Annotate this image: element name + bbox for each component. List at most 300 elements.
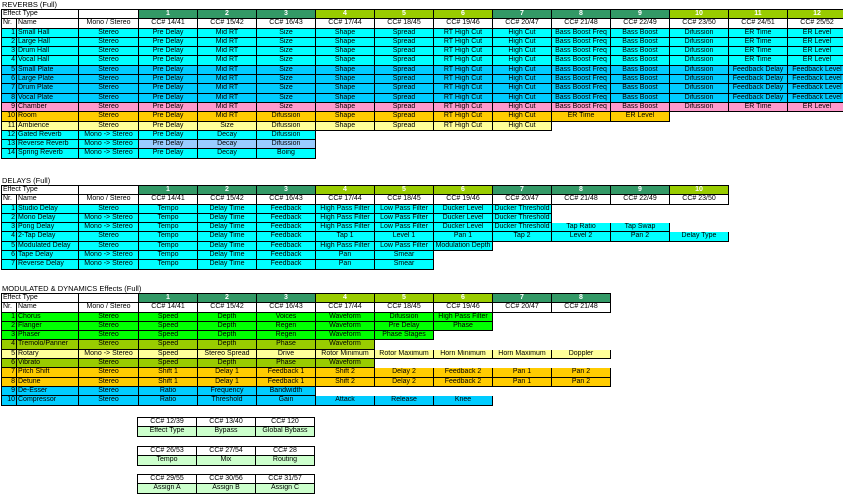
- table-row: [2, 251, 729, 260]
- parameter-cell: Pre Delay: [139, 56, 198, 65]
- parameter-cell: Delay Time: [198, 214, 257, 223]
- mono-stereo-value: Stereo: [79, 359, 139, 368]
- parameter-cell: Delay 1: [198, 378, 257, 387]
- parameter-cell: Pre Delay: [139, 103, 198, 112]
- table-row: [2, 103, 843, 112]
- effect-name: Phaser: [17, 331, 79, 340]
- effect-name: Rotary: [17, 350, 79, 359]
- mono-stereo-value: Stereo: [79, 94, 139, 103]
- parameter-cell: High Cut: [493, 122, 552, 131]
- name-column-header: Name: [17, 303, 79, 312]
- parameter-cell: Size: [257, 47, 316, 56]
- cc-function-row: [138, 427, 315, 436]
- cc-column-number: 4: [316, 294, 375, 303]
- table-row: [2, 387, 611, 396]
- effect-type-label: Effect Type: [2, 186, 79, 195]
- parameter-cell: Spread: [375, 29, 434, 38]
- parameter-cell: Decay: [198, 149, 257, 158]
- parameter-cell: Feedback 2: [434, 368, 493, 377]
- parameter-cell: Mid RT: [198, 56, 257, 65]
- parameter-cell: Difussion: [375, 313, 434, 322]
- parameter-cell: RT High Cut: [434, 94, 493, 103]
- parameter-cell: Bass Boost Freq: [552, 47, 611, 56]
- parameter-cell: Depth: [198, 322, 257, 331]
- row-number: 7: [2, 260, 17, 269]
- parameter-cell: Shape: [316, 122, 375, 131]
- parameter-cell: Difussion: [670, 94, 729, 103]
- parameter-cell: Pan 1: [434, 232, 493, 241]
- cc-number-header: CC# 22/49: [611, 195, 670, 204]
- parameter-cell: Smear: [375, 260, 434, 269]
- parameter-cell: Spread: [375, 38, 434, 47]
- table-row: [2, 378, 611, 387]
- mono-stereo-value: Mono -> Stereo: [79, 140, 139, 149]
- parameter-cell: Tempo: [139, 251, 198, 260]
- table-row: [2, 368, 611, 377]
- row-number: 7: [2, 368, 17, 377]
- cc-function-cell: Effect Type: [138, 427, 197, 436]
- parameter-cell: Phase: [257, 359, 316, 368]
- parameter-cell: High Cut: [493, 47, 552, 56]
- parameter-cell: ER Time: [729, 103, 788, 112]
- parameter-cell: Size: [257, 75, 316, 84]
- cc-column-number: 5: [375, 10, 434, 19]
- parameter-cell: Spread: [375, 112, 434, 121]
- parameter-cell: Ducker Level: [434, 205, 493, 214]
- parameter-cell: High Cut: [493, 94, 552, 103]
- cc-number-header: CC# 14/41: [139, 195, 198, 204]
- table-row: [2, 223, 729, 232]
- parameter-cell: Bandwidth: [257, 387, 316, 396]
- cc-column-number: 2: [198, 294, 257, 303]
- parameter-cell: Shape: [316, 112, 375, 121]
- mono-stereo-value: Stereo: [79, 340, 139, 349]
- effect-name: Room: [17, 112, 79, 121]
- cc-number-header: CC# 23/50: [670, 19, 729, 28]
- parameter-cell: Low Pass Filter: [375, 205, 434, 214]
- parameter-cell: Feedback: [257, 214, 316, 223]
- cc-column-number: 8: [552, 294, 611, 303]
- mono-stereo-value: Mono -> Stereo: [79, 149, 139, 158]
- parameter-cell: Shape: [316, 47, 375, 56]
- cc-number-header: CC# 17/44: [316, 195, 375, 204]
- cc-number-header: CC# 15/42: [198, 19, 257, 28]
- cc-function-cell: Bypass: [197, 427, 256, 436]
- parameter-cell: Threshold: [198, 396, 257, 405]
- modulated-dynamics-table-title: MODULATED & DYNAMICS Effects (Full): [2, 284, 142, 293]
- parameter-cell: RT High Cut: [434, 122, 493, 131]
- cc-column-number: 5: [375, 186, 434, 195]
- cc-number-header: CC# 14/41: [139, 303, 198, 312]
- cc-column-number: 7: [493, 186, 552, 195]
- parameter-cell: Waveform: [316, 340, 375, 349]
- name-column-header: Name: [17, 19, 79, 28]
- parameter-cell: Size: [198, 122, 257, 131]
- effect-name: Gated Reverb: [17, 131, 79, 140]
- row-number: 4: [2, 232, 17, 241]
- cc-column-number: 12: [788, 10, 843, 19]
- parameter-cell: Tempo: [139, 223, 198, 232]
- parameter-cell: Frequency: [198, 387, 257, 396]
- effect-name: Pong Delay: [17, 223, 79, 232]
- row-number: 1: [2, 29, 17, 38]
- effect-type-header-row: [2, 10, 843, 19]
- row-number: 4: [2, 56, 17, 65]
- cc-number-header: CC# 20/47: [493, 19, 552, 28]
- parameter-cell: Shape: [316, 56, 375, 65]
- cc-function-row: [138, 456, 315, 465]
- parameter-cell: ER Level: [611, 112, 670, 121]
- effect-name: Modulated Delay: [17, 242, 79, 251]
- cc-column-number: 5: [375, 294, 434, 303]
- global-cc-table-a: [137, 417, 315, 437]
- modulated-dynamics-table: [1, 293, 611, 406]
- blank-header-cell: [79, 10, 139, 19]
- parameter-cell: High Cut: [493, 75, 552, 84]
- row-number: 5: [2, 66, 17, 75]
- mono-stereo-column-header: Mono / Stereo: [79, 19, 139, 28]
- parameter-cell: Delay Time: [198, 205, 257, 214]
- cc-number-row: [138, 418, 315, 427]
- reverbs-table-section: [1, 0, 843, 159]
- parameter-cell: Mid RT: [198, 29, 257, 38]
- cc-function-cell: Routing: [256, 456, 315, 465]
- parameter-cell: High Cut: [493, 66, 552, 75]
- parameter-cell: Difussion: [257, 131, 316, 140]
- parameter-cell: Feedback Level: [788, 66, 843, 75]
- effect-name: Pitch Shift: [17, 368, 79, 377]
- parameter-cell: Doppler: [552, 350, 611, 359]
- parameter-cell: Pan 1: [493, 368, 552, 377]
- parameter-cell: Ducker Threshold: [493, 223, 552, 232]
- cc-number-header: CC# 18/45: [375, 195, 434, 204]
- effect-name: Compressor: [17, 396, 79, 405]
- cc-column-number: 1: [139, 10, 198, 19]
- parameter-cell: ER Time: [729, 47, 788, 56]
- table-row: [2, 340, 611, 349]
- parameter-cell: Smear: [375, 251, 434, 260]
- parameter-cell: Delay Time: [198, 251, 257, 260]
- mono-stereo-value: Mono -> Stereo: [79, 251, 139, 260]
- parameter-cell: Depth: [198, 359, 257, 368]
- cc-function-row: [138, 484, 315, 493]
- cc-function-cell: Mix: [197, 456, 256, 465]
- parameter-cell: Delay 2: [375, 378, 434, 387]
- parameter-cell: Pre Delay: [139, 38, 198, 47]
- parameter-cell: Pre Delay: [375, 322, 434, 331]
- mono-stereo-value: Mono -> Stereo: [79, 260, 139, 269]
- parameter-cell: Feedback 2: [434, 378, 493, 387]
- reverbs-table: [1, 9, 843, 159]
- cc-number-header: CC# 20/47: [493, 195, 552, 204]
- reverbs-table-title: REVERBS (Full): [2, 0, 58, 9]
- parameter-cell: Size: [257, 103, 316, 112]
- parameter-cell: Feedback: [257, 205, 316, 214]
- cc-column-number: 1: [139, 186, 198, 195]
- cc-number-header: CC# 19/46: [434, 195, 493, 204]
- table-row: [2, 47, 843, 56]
- parameter-cell: Shape: [316, 29, 375, 38]
- mono-stereo-value: Stereo: [79, 103, 139, 112]
- parameter-cell: High Pass Filter: [316, 205, 375, 214]
- parameter-cell: Difussion: [670, 66, 729, 75]
- parameter-cell: High Pass Filter: [316, 223, 375, 232]
- parameter-cell: Shift 1: [139, 378, 198, 387]
- parameter-cell: ER Level: [788, 38, 843, 47]
- parameter-cell: Stereo Spread: [198, 350, 257, 359]
- cc-number-header: CC# 14/41: [139, 19, 198, 28]
- cc-function-cell: Assign B: [197, 484, 256, 493]
- table-row: [2, 322, 611, 331]
- parameter-cell: Ratio: [139, 387, 198, 396]
- parameter-cell: Feedback Level: [788, 75, 843, 84]
- parameter-cell: Knee: [434, 396, 493, 405]
- row-number: 5: [2, 350, 17, 359]
- parameter-cell: Tempo: [139, 232, 198, 241]
- cc-number-header: CC# 16/43: [257, 195, 316, 204]
- cc-number-cell: CC# 27/54: [197, 447, 256, 456]
- column-header-row: [2, 195, 729, 204]
- name-column-header: Name: [17, 195, 79, 204]
- row-number: 6: [2, 359, 17, 368]
- cc-number-header: CC# 21/48: [552, 195, 611, 204]
- modulated-dynamics-table-section: [1, 284, 611, 406]
- parameter-cell: Bass Boost: [611, 56, 670, 65]
- parameter-cell: Mid RT: [198, 38, 257, 47]
- parameter-cell: Bass Boost: [611, 66, 670, 75]
- table-row: [2, 140, 843, 149]
- parameter-cell: ER Time: [729, 38, 788, 47]
- table-row: [2, 313, 611, 322]
- cc-number-header: CC# 16/43: [257, 19, 316, 28]
- mono-stereo-value: Mono -> Stereo: [79, 350, 139, 359]
- parameter-cell: High Cut: [493, 112, 552, 121]
- parameter-cell: Tap 1: [316, 232, 375, 241]
- mono-stereo-value: Stereo: [79, 232, 139, 241]
- mono-stereo-column-header: Mono / Stereo: [79, 303, 139, 312]
- parameter-cell: Shape: [316, 38, 375, 47]
- mono-stereo-value: Stereo: [79, 396, 139, 405]
- table-row: [2, 66, 843, 75]
- cc-number-cell: CC# 13/40: [197, 418, 256, 427]
- cc-column-number: 1: [139, 294, 198, 303]
- parameter-cell: RT High Cut: [434, 56, 493, 65]
- parameter-cell: Difussion: [670, 29, 729, 38]
- mono-stereo-value: Stereo: [79, 84, 139, 93]
- parameter-cell: Bass Boost: [611, 38, 670, 47]
- parameter-cell: High Cut: [493, 84, 552, 93]
- parameter-cell: Bass Boost: [611, 29, 670, 38]
- mono-stereo-value: Stereo: [79, 387, 139, 396]
- parameter-cell: Spread: [375, 66, 434, 75]
- cc-function-cell: Global Bybass: [256, 427, 315, 436]
- mono-stereo-value: Stereo: [79, 378, 139, 387]
- nr-column-header: Nr.: [2, 195, 17, 204]
- mono-stereo-value: Stereo: [79, 242, 139, 251]
- parameter-cell: Phase: [434, 322, 493, 331]
- delays-table: [1, 185, 729, 270]
- cc-function-cell: Tempo: [138, 456, 197, 465]
- effect-name: Mono Delay: [17, 214, 79, 223]
- parameter-cell: Size: [257, 56, 316, 65]
- parameter-cell: Feedback 1: [257, 378, 316, 387]
- parameter-cell: Pan 2: [611, 232, 670, 241]
- parameter-cell: Low Pass Filter: [375, 223, 434, 232]
- parameter-cell: ER Time: [729, 56, 788, 65]
- blank-header-cell: [79, 294, 139, 303]
- effect-name: Ambience: [17, 122, 79, 131]
- mono-stereo-value: Stereo: [79, 313, 139, 322]
- parameter-cell: Delay 2: [375, 368, 434, 377]
- parameter-cell: Feedback Delay: [729, 84, 788, 93]
- parameter-cell: Pre Delay: [139, 122, 198, 131]
- global-cc-table-c: [137, 474, 315, 494]
- cc-column-number: 8: [552, 186, 611, 195]
- parameter-cell: Mid RT: [198, 66, 257, 75]
- parameter-cell: Bass Boost Freq: [552, 38, 611, 47]
- parameter-cell: RT High Cut: [434, 66, 493, 75]
- parameter-cell: Pre Delay: [139, 66, 198, 75]
- table-row: [2, 350, 611, 359]
- cc-number-header: CC# 21/48: [552, 19, 611, 28]
- effect-name: Drum Plate: [17, 84, 79, 93]
- row-number: 8: [2, 378, 17, 387]
- column-header-row: [2, 303, 611, 312]
- effect-name: Vocal Hall: [17, 56, 79, 65]
- parameter-cell: Size: [257, 29, 316, 38]
- mono-stereo-value: Stereo: [79, 29, 139, 38]
- parameter-cell: Difussion: [670, 56, 729, 65]
- parameter-cell: Rotor Maximum: [375, 350, 434, 359]
- effect-name: Reverse Delay: [17, 260, 79, 269]
- parameter-cell: Bass Boost: [611, 75, 670, 84]
- parameter-cell: Horn Maximum: [493, 350, 552, 359]
- cc-number-header: CC# 18/45: [375, 19, 434, 28]
- parameter-cell: Bass Boost Freq: [552, 94, 611, 103]
- parameter-cell: Ducker Level: [434, 214, 493, 223]
- parameter-cell: Spread: [375, 122, 434, 131]
- mono-stereo-value: Mono -> Stereo: [79, 214, 139, 223]
- cc-number-header: CC# 17/44: [316, 19, 375, 28]
- parameter-cell: Bass Boost Freq: [552, 56, 611, 65]
- parameter-cell: Depth: [198, 313, 257, 322]
- parameter-cell: Mid RT: [198, 94, 257, 103]
- parameter-cell: Bass Boost Freq: [552, 84, 611, 93]
- parameter-cell: Delay Time: [198, 232, 257, 241]
- parameter-cell: Depth: [198, 340, 257, 349]
- parameter-cell: Level 2: [552, 232, 611, 241]
- mono-stereo-value: Stereo: [79, 66, 139, 75]
- cc-function-cell: Assign C: [256, 484, 315, 493]
- global-cc-grid-c: [137, 474, 315, 494]
- parameter-cell: Spread: [375, 94, 434, 103]
- parameter-cell: Ducker Threshold: [493, 205, 552, 214]
- parameter-cell: RT High Cut: [434, 75, 493, 84]
- parameter-cell: Pan 2: [552, 378, 611, 387]
- row-number: 7: [2, 84, 17, 93]
- mono-stereo-value: Stereo: [79, 75, 139, 84]
- cc-number-row: [138, 475, 315, 484]
- parameter-cell: Pre Delay: [139, 47, 198, 56]
- cc-number-cell: CC# 120: [256, 418, 315, 427]
- row-number: 2: [2, 214, 17, 223]
- parameter-cell: Speed: [139, 340, 198, 349]
- parameter-cell: ER Level: [788, 47, 843, 56]
- parameter-cell: Gain: [257, 396, 316, 405]
- mono-stereo-value: Stereo: [79, 38, 139, 47]
- effect-name: Tape Delay: [17, 251, 79, 260]
- cc-number-cell: CC# 31/57: [256, 475, 315, 484]
- parameter-cell: Attack: [316, 396, 375, 405]
- cc-column-number: 7: [493, 10, 552, 19]
- parameter-cell: Difussion: [670, 103, 729, 112]
- global-cc-grid-a: [137, 417, 315, 437]
- effect-name: Small Hall: [17, 29, 79, 38]
- cc-column-number: 3: [257, 294, 316, 303]
- parameter-cell: Size: [257, 84, 316, 93]
- parameter-cell: High Cut: [493, 38, 552, 47]
- table-row: [2, 396, 611, 405]
- cc-function-cell: Assign A: [138, 484, 197, 493]
- parameter-cell: Ducker Threshold: [493, 214, 552, 223]
- parameter-cell: Ducker Level: [434, 223, 493, 232]
- cc-number-header: CC# 20/47: [493, 303, 552, 312]
- parameter-cell: Feedback Delay: [729, 75, 788, 84]
- parameter-cell: Feedback Level: [788, 94, 843, 103]
- parameter-cell: Waveform: [316, 313, 375, 322]
- cc-number-row: [138, 447, 315, 456]
- parameter-cell: Pre Delay: [139, 131, 198, 140]
- parameter-cell: Feedback Level: [788, 84, 843, 93]
- parameter-cell: Phase: [257, 340, 316, 349]
- cc-number-header: CC# 22/49: [611, 19, 670, 28]
- mono-stereo-value: Stereo: [79, 112, 139, 121]
- parameter-cell: High Cut: [493, 56, 552, 65]
- mono-stereo-value: Stereo: [79, 47, 139, 56]
- parameter-cell: Pan 2: [552, 368, 611, 377]
- cc-column-number: 2: [198, 10, 257, 19]
- parameter-cell: Regen: [257, 322, 316, 331]
- cc-column-number: 6: [434, 294, 493, 303]
- parameter-cell: Rotor Minimum: [316, 350, 375, 359]
- parameter-cell: Voices: [257, 313, 316, 322]
- row-number: 11: [2, 122, 17, 131]
- row-number: 4: [2, 340, 17, 349]
- cc-number-header: CC# 18/45: [375, 303, 434, 312]
- parameter-cell: Difussion: [257, 112, 316, 121]
- parameter-cell: Boing: [257, 149, 316, 158]
- parameter-cell: Feedback Delay: [729, 66, 788, 75]
- mono-stereo-column-header: Mono / Stereo: [79, 195, 139, 204]
- parameter-cell: Shift 2: [316, 368, 375, 377]
- mono-stereo-value: Stereo: [79, 322, 139, 331]
- row-number: 12: [2, 131, 17, 140]
- table-row: [2, 331, 611, 340]
- row-number: 10: [2, 112, 17, 121]
- row-number: 14: [2, 149, 17, 158]
- parameter-cell: Bass Boost Freq: [552, 75, 611, 84]
- parameter-cell: Speed: [139, 331, 198, 340]
- parameter-cell: Release: [375, 396, 434, 405]
- parameter-cell: Spread: [375, 47, 434, 56]
- row-number: 2: [2, 38, 17, 47]
- parameter-cell: Feedback: [257, 223, 316, 232]
- parameter-cell: Bass Boost Freq: [552, 29, 611, 38]
- parameter-cell: Pan: [316, 260, 375, 269]
- cc-column-number: 9: [611, 186, 670, 195]
- table-row: [2, 56, 843, 65]
- table-row: [2, 359, 611, 368]
